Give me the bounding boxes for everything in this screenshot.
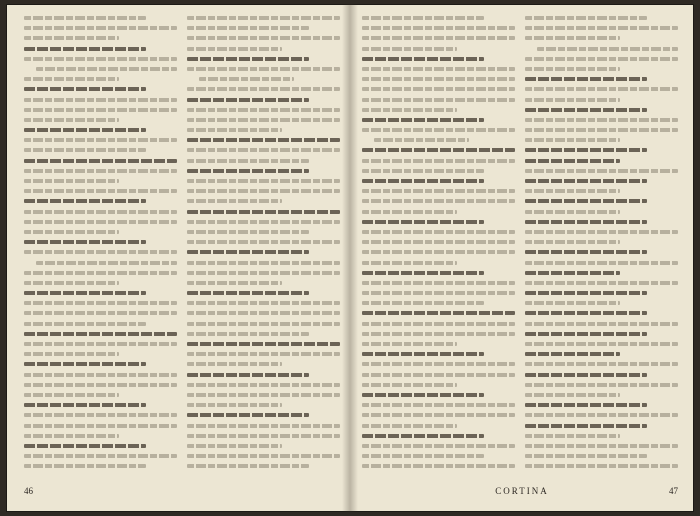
- book-spread: [6, 4, 694, 512]
- left-page: [6, 4, 350, 512]
- right-page-columns: [362, 16, 678, 482]
- right-page-number: 47: [669, 486, 678, 496]
- left-page-number: 46: [24, 486, 33, 496]
- footer: CORTINA: [495, 486, 549, 496]
- right-page: [350, 4, 694, 512]
- right-column-2: [525, 16, 678, 482]
- right-column-1: [362, 16, 515, 482]
- left-column-1: [24, 16, 177, 482]
- left-page-columns: [24, 16, 340, 482]
- left-column-2: [187, 16, 340, 482]
